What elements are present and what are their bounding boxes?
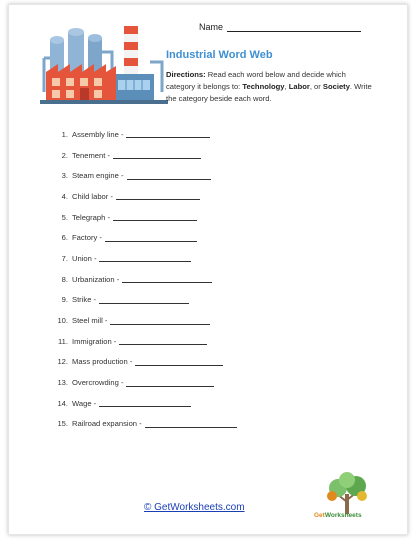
list-item xyxy=(54,290,237,311)
answer-blank[interactable] xyxy=(116,192,200,200)
item-number: 15. xyxy=(57,419,68,429)
item-word: Immigration - xyxy=(72,336,117,346)
item-number: 1. xyxy=(61,129,68,139)
list-item xyxy=(54,331,237,352)
list-item xyxy=(54,165,237,186)
item-word: Tenement - xyxy=(72,150,110,160)
item-word: Strike - xyxy=(72,295,97,305)
directions-sep-2: , or xyxy=(309,82,323,91)
item-number: 4. xyxy=(61,191,68,201)
answer-blank[interactable] xyxy=(99,399,191,407)
directions-text xyxy=(166,69,374,105)
item-word: Wage - xyxy=(72,398,97,408)
answer-blank[interactable] xyxy=(135,358,223,366)
answer-blank[interactable] xyxy=(122,275,212,283)
item-word: Urbanization - xyxy=(72,274,120,284)
factory-illustration xyxy=(40,22,168,112)
word-list xyxy=(54,124,237,434)
answer-blank[interactable] xyxy=(126,130,210,138)
item-word: Assembly line - xyxy=(72,129,124,139)
answer-blank[interactable] xyxy=(145,420,237,428)
item-number: 11. xyxy=(58,336,68,346)
item-word: Factory - xyxy=(72,233,102,243)
answer-blank[interactable] xyxy=(113,151,201,159)
item-number: 14. xyxy=(57,398,68,408)
logo-wordmark xyxy=(314,512,362,519)
item-number: 7. xyxy=(61,253,68,263)
list-item xyxy=(54,352,237,373)
directions-text-after: . Write the category beside each word. xyxy=(166,82,372,103)
worksheet-title: Industrial Word Web xyxy=(166,49,273,61)
item-number: 12. xyxy=(57,357,68,367)
name-field[interactable] xyxy=(199,22,361,32)
list-item xyxy=(54,310,237,331)
answer-blank[interactable] xyxy=(113,213,197,221)
item-word: Overcrowding - xyxy=(72,378,124,388)
answer-blank[interactable] xyxy=(127,172,211,180)
directions-sep-1: , xyxy=(284,82,289,91)
item-number: 13. xyxy=(57,378,68,388)
category-labor: Labor xyxy=(288,82,310,91)
item-number: 6. xyxy=(61,233,68,243)
item-word: Railroad expansion - xyxy=(72,419,142,429)
item-word: Steel mill - xyxy=(72,316,108,326)
list-item xyxy=(54,145,237,166)
directions-text-before: Read each word below and decide which category it belongs to: xyxy=(166,70,346,91)
list-item xyxy=(54,414,237,435)
answer-blank[interactable] xyxy=(119,337,207,345)
answer-blank[interactable] xyxy=(99,296,189,304)
list-item xyxy=(54,372,237,393)
item-word: Child labor - xyxy=(72,191,113,201)
category-society: Society xyxy=(322,82,350,91)
list-item xyxy=(54,124,237,145)
list-item xyxy=(54,186,237,207)
logo-word-get: Get xyxy=(314,512,325,519)
name-blank[interactable] xyxy=(227,22,361,32)
answer-blank[interactable] xyxy=(126,379,214,387)
item-word: Telegraph - xyxy=(72,212,110,222)
directions-label: Directions: xyxy=(166,70,206,79)
item-word: Steam engine - xyxy=(72,171,124,181)
answer-blank[interactable] xyxy=(105,234,197,242)
item-number: 2. xyxy=(61,150,68,160)
item-number: 5. xyxy=(61,212,68,222)
answer-blank[interactable] xyxy=(110,317,210,325)
category-technology: Technology xyxy=(242,82,285,91)
item-number: 9. xyxy=(61,295,68,305)
item-number: 10. xyxy=(57,316,68,326)
answer-blank[interactable] xyxy=(99,254,191,262)
item-number: 3. xyxy=(61,171,68,181)
item-word: Union - xyxy=(72,253,97,263)
list-item xyxy=(54,207,237,228)
list-item xyxy=(54,393,237,414)
item-number: 8. xyxy=(61,274,68,284)
name-label: Name xyxy=(199,22,224,32)
list-item xyxy=(54,227,237,248)
list-item xyxy=(54,248,237,269)
getworksheets-link[interactable]: © GetWorksheets.com xyxy=(144,502,245,513)
list-item xyxy=(54,269,237,290)
logo-word-worksheets: Worksheets xyxy=(324,512,362,519)
item-word: Mass production - xyxy=(72,357,133,367)
